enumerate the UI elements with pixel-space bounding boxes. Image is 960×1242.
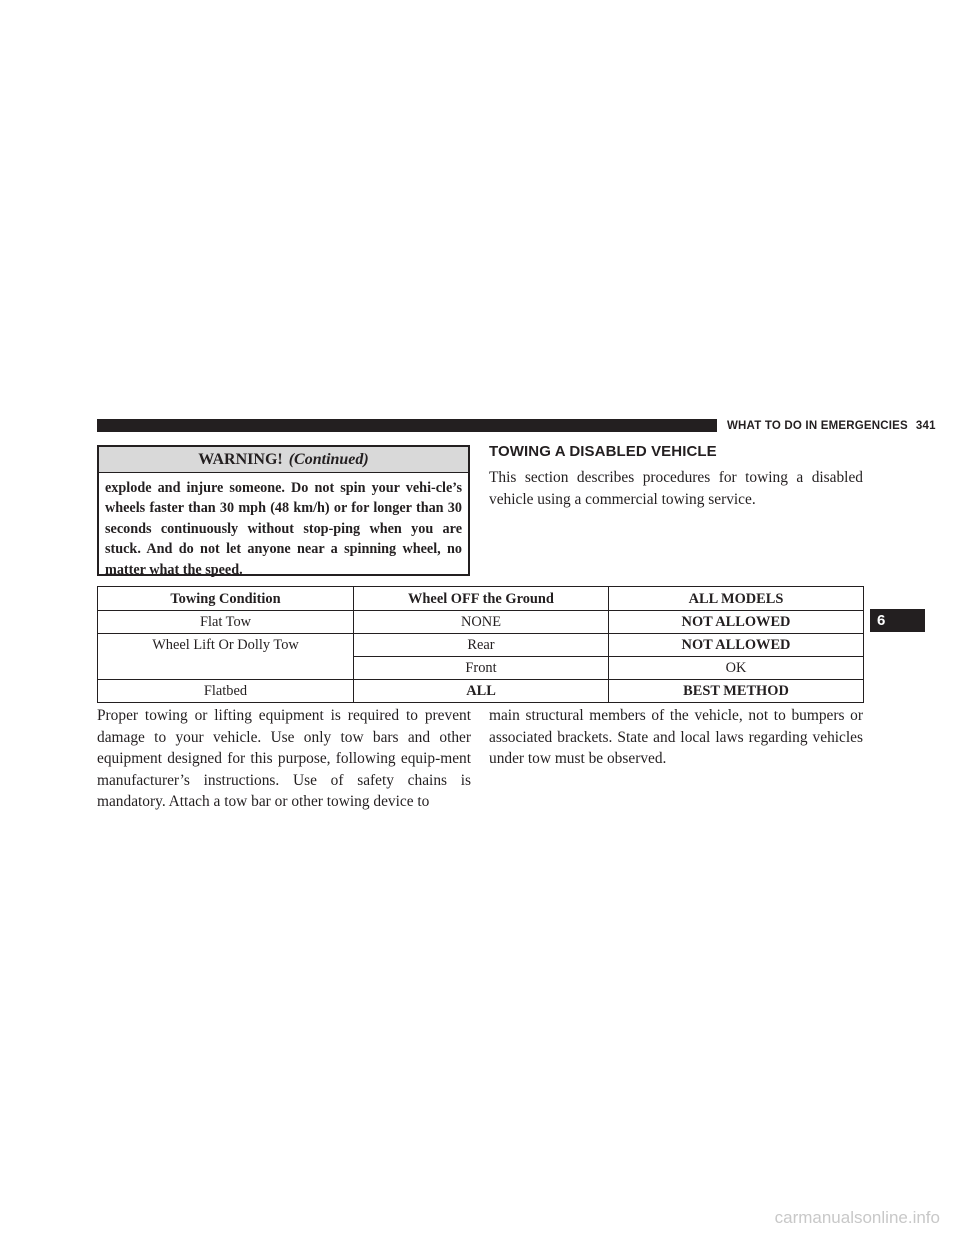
header-section-title: WHAT TO DO IN EMERGENCIES [727,420,908,432]
body-paragraph-left: Proper towing or lifting equipment is required to prevent damage to your vehicle. Use only tow bars and other equipment designed for this purpose, following equip-ment manufacturer’s instructions. Use of safety chains is mandatory. Attach a tow bar or other towing device to [97,707,471,810]
cell-models: OK [609,657,864,680]
towing-table [97,586,863,700]
body-paragraph-right: main structural members of the vehicle, not to bumpers or associated brackets. State and local laws regarding vehicles under tow must be observed. [489,707,863,767]
warning-continued: (Continued) [288,451,369,468]
header-towing-condition: Towing Condition [98,587,354,611]
header-rule [97,419,717,432]
cell-condition: Flat Tow [98,611,354,634]
section-title: TOWING A DISABLED VEHICLE [489,443,717,460]
cell-condition: Flatbed [98,680,354,703]
warning-text: explode and injure someone. Do not spin your vehi-cle’s wheels faster than 30 mph (48 km/h) or for longer than 30 seconds continuously without stop-ping when you are stuck. And do not let anyone near a spinning wheel, no matter what the speed. [105,480,462,578]
watermark: carmanualsonline.info [774,1208,940,1227]
cell-models: NOT ALLOWED [609,611,864,634]
chapter-tab: 6 [870,609,925,632]
cell-wheel: Front [354,657,609,680]
warning-title: WARNING! [198,451,283,468]
cell-wheel: NONE [354,611,609,634]
table-row [98,680,864,703]
page-number: 341 [915,420,936,432]
cell-condition [98,657,354,680]
table-row [98,657,864,680]
cell-wheel: ALL [354,680,609,703]
table-row [98,634,864,657]
table-header-row [98,587,864,611]
cell-wheel: Rear [354,634,609,657]
table-row [98,611,864,634]
running-header [727,417,936,435]
header-wheel-off-ground: Wheel OFF the Ground [354,587,609,611]
warning-header [99,447,468,473]
cell-models: BEST METHOD [609,680,864,703]
section-intro: This section describes procedures for towing a disabled vehicle using a commercial towing service. [489,469,863,508]
header-all-models: ALL MODELS [609,587,864,611]
cell-condition: Wheel Lift Or Dolly Tow [98,634,354,657]
cell-models: NOT ALLOWED [609,634,864,657]
warning-box [97,445,470,576]
